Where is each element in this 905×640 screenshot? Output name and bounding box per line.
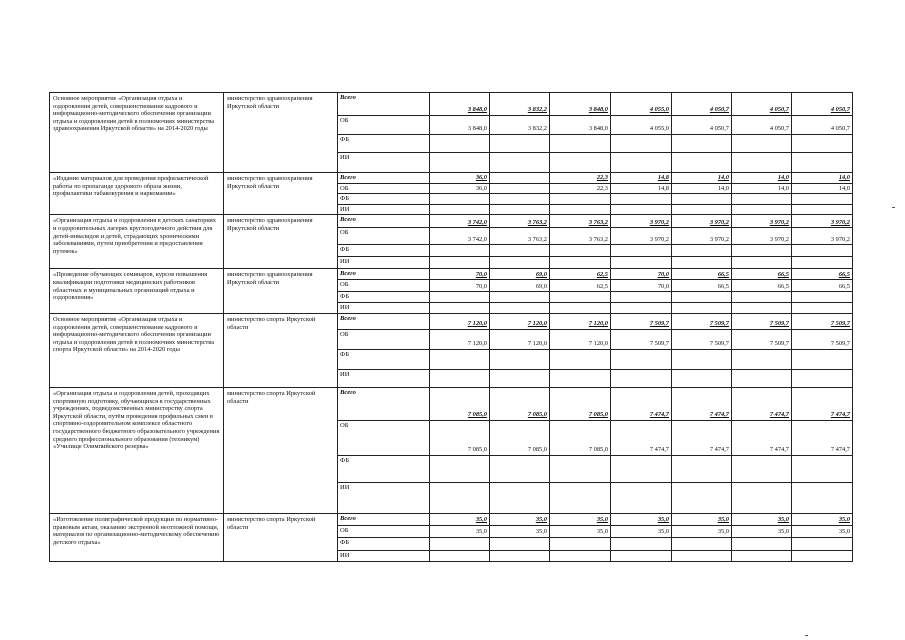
funding-value-cell: 3 970,2	[792, 228, 853, 245]
funding-value-cell: 3 970,2	[611, 228, 672, 245]
funding-value-cell: 3 848,0	[550, 93, 611, 116]
funding-value-cell	[611, 482, 672, 513]
funding-value-cell	[732, 245, 792, 257]
funding-value-cell: 70,0	[430, 280, 490, 292]
funding-value-cell: 4 050,7	[672, 116, 732, 135]
funding-value-cell	[550, 245, 611, 257]
funding-value-cell: 70,0	[430, 269, 490, 280]
funding-value-cell: 3 763,2	[550, 228, 611, 245]
activity-description: Основное мероприятие «Организация отдыха и оздоровления детей, совершенствование кадрового и информационно-методического обеспечения организации отдыха и оздоровления детей в полномочиях министерства здравоохранения Иркутской области» на 2014-2020 годы	[50, 93, 224, 173]
funding-value-cell	[792, 349, 853, 369]
funding-value-cell	[732, 537, 792, 550]
funding-value-cell: 7 120,0	[550, 313, 611, 329]
funding-value-cell	[611, 292, 672, 303]
funding-value-cell	[792, 204, 853, 215]
funding-value-cell	[611, 455, 672, 482]
responsible-executor: министерство здравоохранения Иркутской области	[224, 269, 338, 314]
funding-value-cell: 66,5	[672, 280, 732, 292]
funding-value-cell: 22,3	[550, 183, 611, 194]
funding-source-label: ФБ	[338, 349, 430, 369]
table-row	[50, 93, 853, 116]
funding-value-cell	[672, 204, 732, 215]
funding-source-label: ФБ	[338, 194, 430, 205]
funding-value-cell: 3 763,2	[550, 215, 611, 228]
funding-source-label: ФБ	[338, 292, 430, 303]
funding-value-cell	[792, 292, 853, 303]
funding-value-cell	[430, 482, 490, 513]
funding-value-cell	[732, 482, 792, 513]
funding-value-cell: 3 763,2	[490, 228, 550, 245]
funding-value-cell: 4 050,7	[672, 93, 732, 116]
funding-value-cell	[792, 194, 853, 205]
funding-value-cell	[792, 153, 853, 173]
funding-value-cell	[792, 245, 853, 257]
funding-value-cell: 3 970,2	[732, 215, 792, 228]
funding-value-cell: 14,0	[672, 183, 732, 194]
funding-value-cell	[550, 194, 611, 205]
activity-description: «Проведение обучающих семинаров, курсов повышения квалификации подготовки медицинских работников областных и муниципальных организаций отдыха и оздоровления»	[50, 269, 224, 314]
funding-source-label: ИИ	[338, 369, 430, 387]
funding-value-cell	[430, 153, 490, 173]
funding-value-cell	[792, 455, 853, 482]
funding-value-cell: 7 509,7	[672, 329, 732, 349]
funding-value-cell: 7 474,7	[672, 387, 732, 420]
funding-value-cell: 3 970,2	[792, 215, 853, 228]
funding-value-cell	[430, 455, 490, 482]
funding-value-cell	[792, 482, 853, 513]
funding-value-cell	[550, 455, 611, 482]
funding-value-cell: 7 474,7	[672, 420, 732, 455]
funding-value-cell: 35,0	[430, 525, 490, 537]
funding-value-cell	[732, 194, 792, 205]
funding-value-cell: 7 120,0	[430, 313, 490, 329]
funding-source-label: ОБ	[338, 280, 430, 292]
funding-value-cell	[672, 292, 732, 303]
responsible-executor: министерство спорта Иркутской области	[224, 313, 338, 387]
funding-value-cell	[550, 550, 611, 561]
funding-value-cell	[550, 349, 611, 369]
funding-value-cell: 14,8	[611, 183, 672, 194]
funding-value-cell	[550, 369, 611, 387]
funding-value-cell: 36,0	[430, 183, 490, 194]
funding-value-cell	[611, 550, 672, 561]
funding-value-cell: 7 509,7	[732, 313, 792, 329]
funding-value-cell	[550, 135, 611, 153]
responsible-executor: министерство спорта Иркутской области	[224, 387, 338, 513]
funding-value-cell	[611, 153, 672, 173]
funding-value-cell: 35,0	[550, 525, 611, 537]
funding-value-cell: 69,0	[490, 269, 550, 280]
funding-source-label: ОБ	[338, 116, 430, 135]
funding-value-cell	[490, 245, 550, 257]
funding-source-label: ОБ	[338, 183, 430, 194]
funding-value-cell	[611, 194, 672, 205]
funding-value-cell: 14,8	[611, 173, 672, 184]
funding-source-label: ИИ	[338, 302, 430, 313]
funding-source-label: Всего	[338, 173, 430, 184]
funding-value-cell	[672, 482, 732, 513]
funding-value-cell	[490, 455, 550, 482]
funding-value-cell	[490, 194, 550, 205]
funding-value-cell: 7 474,7	[732, 387, 792, 420]
funding-value-cell	[732, 257, 792, 269]
funding-value-cell: 66,5	[672, 269, 732, 280]
funding-value-cell: 3 970,2	[672, 228, 732, 245]
funding-value-cell	[490, 369, 550, 387]
funding-value-cell: 7 120,0	[490, 313, 550, 329]
funding-source-label: ИИ	[338, 257, 430, 269]
funding-value-cell	[611, 204, 672, 215]
funding-value-cell: 7 120,0	[550, 329, 611, 349]
funding-value-cell: 3 848,0	[550, 116, 611, 135]
activity-description: «Издание материалов для проведения профилактической работы по пропаганде здорового образа жизни, профилактики табакокурения и наркомании»	[50, 173, 224, 215]
funding-value-cell: 62,5	[550, 269, 611, 280]
funding-value-cell: 3 742,0	[430, 228, 490, 245]
funding-source-label: Всего	[338, 313, 430, 329]
funding-value-cell: 14,0	[732, 173, 792, 184]
funding-value-cell: 4 050,7	[792, 93, 853, 116]
funding-value-cell: 7 509,7	[792, 329, 853, 349]
funding-source-label: ОБ	[338, 420, 430, 455]
funding-value-cell: 36,0	[430, 173, 490, 184]
funding-value-cell: 7 120,0	[490, 329, 550, 349]
funding-value-cell: 22,3	[550, 173, 611, 184]
funding-value-cell	[732, 550, 792, 561]
funding-value-cell: 3 763,2	[490, 215, 550, 228]
funding-value-cell: 66,5	[732, 280, 792, 292]
funding-value-cell	[550, 482, 611, 513]
funding-source-label: Всего	[338, 513, 430, 525]
funding-value-cell	[430, 537, 490, 550]
funding-source-label: ИИ	[338, 550, 430, 561]
funding-value-cell	[792, 257, 853, 269]
funding-value-cell	[430, 550, 490, 561]
funding-value-cell	[611, 302, 672, 313]
margin-mark	[892, 207, 895, 208]
funding-value-cell: 7 474,7	[792, 420, 853, 455]
table-row	[50, 313, 853, 329]
funding-value-cell: 35,0	[672, 513, 732, 525]
funding-value-cell: 35,0	[732, 513, 792, 525]
funding-value-cell	[490, 349, 550, 369]
funding-value-cell	[550, 537, 611, 550]
funding-value-cell: 35,0	[732, 525, 792, 537]
funding-value-cell: 7 509,7	[611, 313, 672, 329]
funding-value-cell	[550, 292, 611, 303]
funding-value-cell: 3 742,0	[430, 215, 490, 228]
funding-value-cell: 69,0	[490, 280, 550, 292]
activity-description: «Организация отдыха и оздоровления детей, проходящих спортивную подготовку, обучающихся в государственных учреждениях, подведомственных министерству спорта Иркутской области, путём проведения профильных смен в спортивно-оздоровительном комплексе областного государственного бюджетного образовательного учреждения среднего профессионального образования (техникум) «Училище Олимпийского резерва»	[50, 387, 224, 513]
funding-value-cell	[550, 204, 611, 215]
funding-source-label: ОБ	[338, 228, 430, 245]
funding-value-cell	[611, 349, 672, 369]
funding-value-cell: 66,5	[792, 269, 853, 280]
funding-value-cell: 35,0	[490, 513, 550, 525]
funding-value-cell	[672, 349, 732, 369]
funding-value-cell: 7 474,7	[611, 420, 672, 455]
funding-value-cell: 7 509,7	[611, 329, 672, 349]
table-row	[50, 215, 853, 228]
funding-value-cell: 4 050,7	[732, 93, 792, 116]
funding-value-cell: 3 848,0	[430, 116, 490, 135]
funding-value-cell: 7 085,0	[430, 420, 490, 455]
margin-mark	[805, 635, 808, 636]
funding-source-label: ФБ	[338, 135, 430, 153]
funding-value-cell	[430, 245, 490, 257]
table-row	[50, 513, 853, 525]
funding-value-cell	[490, 302, 550, 313]
funding-source-label: Всего	[338, 215, 430, 228]
funding-value-cell: 7 085,0	[490, 420, 550, 455]
funding-value-cell: 70,0	[611, 280, 672, 292]
funding-value-cell	[430, 135, 490, 153]
activity-description: Основное мероприятие «Организация отдыха и оздоровления детей, совершенствование кадрового и информационно-методического обеспечения организации отдыха и оздоровления детей в полномочиях министерства спорта Иркутской области» на 2014-2020 годы	[50, 313, 224, 387]
funding-value-cell: 3 848,0	[430, 93, 490, 116]
funding-value-cell	[732, 153, 792, 173]
funding-value-cell: 35,0	[430, 513, 490, 525]
funding-value-cell: 35,0	[672, 525, 732, 537]
funding-source-label: Всего	[338, 269, 430, 280]
funding-value-cell: 3 970,2	[611, 215, 672, 228]
funding-source-label: ОБ	[338, 525, 430, 537]
funding-value-cell	[430, 369, 490, 387]
funding-source-label: ИИ	[338, 153, 430, 173]
funding-value-cell: 4 055,0	[611, 93, 672, 116]
funding-table-container	[49, 92, 852, 562]
funding-value-cell	[490, 537, 550, 550]
funding-value-cell: 7 474,7	[611, 387, 672, 420]
funding-value-cell: 35,0	[611, 513, 672, 525]
funding-value-cell: 7 474,7	[732, 420, 792, 455]
table-body	[50, 93, 853, 562]
funding-source-label: ФБ	[338, 245, 430, 257]
funding-value-cell: 14,0	[792, 183, 853, 194]
funding-value-cell	[792, 135, 853, 153]
funding-value-cell: 14,0	[672, 173, 732, 184]
funding-value-cell	[672, 537, 732, 550]
funding-value-cell: 35,0	[792, 513, 853, 525]
funding-value-cell: 35,0	[550, 513, 611, 525]
funding-value-cell	[732, 135, 792, 153]
funding-value-cell	[490, 257, 550, 269]
funding-value-cell	[490, 292, 550, 303]
funding-source-label: ИИ	[338, 204, 430, 215]
funding-value-cell: 7 509,7	[672, 313, 732, 329]
funding-value-cell	[430, 292, 490, 303]
funding-value-cell	[672, 135, 732, 153]
table-row	[50, 173, 853, 184]
funding-value-cell	[550, 257, 611, 269]
funding-value-cell	[490, 153, 550, 173]
funding-value-cell	[672, 550, 732, 561]
funding-value-cell	[672, 245, 732, 257]
funding-source-label: ФБ	[338, 537, 430, 550]
funding-value-cell	[611, 135, 672, 153]
responsible-executor: министерство здравоохранения Иркутской области	[224, 215, 338, 269]
funding-value-cell	[611, 257, 672, 269]
funding-table	[49, 92, 853, 562]
funding-value-cell: 7 509,7	[732, 329, 792, 349]
funding-value-cell: 4 050,7	[792, 116, 853, 135]
funding-value-cell	[672, 369, 732, 387]
funding-value-cell: 3 832,2	[490, 116, 550, 135]
funding-source-label: Всего	[338, 387, 430, 420]
funding-value-cell	[732, 455, 792, 482]
funding-value-cell: 3 832,2	[490, 93, 550, 116]
funding-value-cell: 14,0	[732, 183, 792, 194]
funding-value-cell: 7 085,0	[430, 387, 490, 420]
funding-value-cell	[490, 135, 550, 153]
funding-value-cell: 7 120,0	[430, 329, 490, 349]
funding-value-cell	[732, 369, 792, 387]
funding-value-cell	[672, 194, 732, 205]
funding-value-cell	[732, 292, 792, 303]
funding-value-cell	[430, 257, 490, 269]
funding-source-label: ИИ	[338, 482, 430, 513]
funding-value-cell: 7 085,0	[490, 387, 550, 420]
funding-value-cell: 35,0	[611, 525, 672, 537]
activity-description: «Организация отдыха и оздоровления в детских санаториях и оздоровительных лагерях круглогодичного действия для детей-инвалидов и детей, страдающих хроническими заболеваниями, путем приобретения и предоставления путевок»	[50, 215, 224, 269]
funding-value-cell	[490, 550, 550, 561]
funding-value-cell	[732, 204, 792, 215]
funding-value-cell	[490, 173, 550, 184]
table-row	[50, 387, 853, 420]
funding-source-label: ОБ	[338, 329, 430, 349]
funding-value-cell	[430, 194, 490, 205]
funding-value-cell: 70,0	[611, 269, 672, 280]
funding-source-label: Всего	[338, 93, 430, 116]
funding-value-cell	[732, 302, 792, 313]
funding-value-cell	[672, 153, 732, 173]
activity-description: «Изготовление полиграфической продукции по нормативно-правовым актам, оказанию экстренной неотложной помощи, материалов по организационно-методическому обеспечению детского отдыха»	[50, 513, 224, 561]
funding-value-cell: 35,0	[792, 525, 853, 537]
funding-value-cell: 66,5	[792, 280, 853, 292]
funding-value-cell	[732, 349, 792, 369]
funding-value-cell	[792, 302, 853, 313]
funding-value-cell: 7 474,7	[792, 387, 853, 420]
funding-value-cell: 7 509,7	[792, 313, 853, 329]
funding-value-cell	[792, 369, 853, 387]
funding-value-cell: 14,0	[792, 173, 853, 184]
funding-value-cell	[490, 183, 550, 194]
funding-value-cell	[611, 369, 672, 387]
funding-value-cell	[550, 153, 611, 173]
funding-source-label: ФБ	[338, 455, 430, 482]
funding-value-cell	[550, 302, 611, 313]
responsible-executor: министерство спорта Иркутской области	[224, 513, 338, 561]
funding-value-cell	[430, 349, 490, 369]
funding-value-cell: 62,5	[550, 280, 611, 292]
responsible-executor: министерство здравоохранения Иркутской области	[224, 93, 338, 173]
funding-value-cell	[490, 204, 550, 215]
funding-value-cell	[430, 302, 490, 313]
funding-value-cell: 7 085,0	[550, 387, 611, 420]
funding-value-cell	[430, 204, 490, 215]
funding-value-cell	[672, 302, 732, 313]
table-row	[50, 269, 853, 280]
funding-value-cell	[672, 257, 732, 269]
funding-value-cell	[792, 537, 853, 550]
funding-value-cell: 4 050,7	[732, 116, 792, 135]
funding-value-cell	[611, 537, 672, 550]
funding-value-cell: 7 085,0	[550, 420, 611, 455]
funding-value-cell: 35,0	[490, 525, 550, 537]
funding-value-cell: 66,5	[732, 269, 792, 280]
funding-value-cell: 4 055,0	[611, 116, 672, 135]
funding-value-cell: 3 970,2	[672, 215, 732, 228]
funding-value-cell: 3 970,2	[732, 228, 792, 245]
funding-value-cell	[490, 482, 550, 513]
funding-value-cell	[792, 550, 853, 561]
funding-value-cell	[611, 245, 672, 257]
responsible-executor: министерство здравоохранения Иркутской области	[224, 173, 338, 215]
funding-value-cell	[672, 455, 732, 482]
